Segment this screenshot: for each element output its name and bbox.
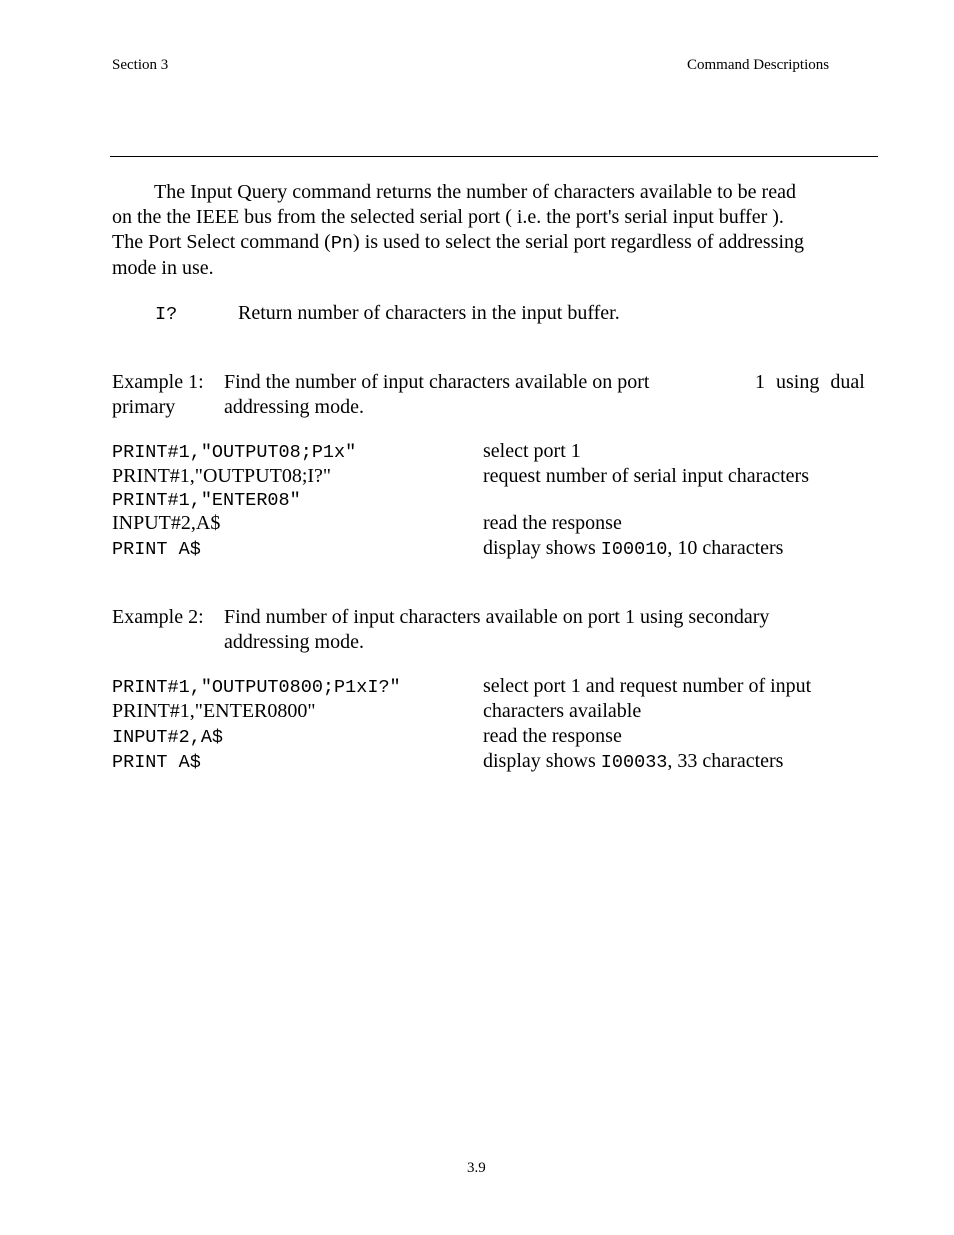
example2-code-3: INPUT#2,A$	[112, 727, 224, 748]
example1-code-3: PRINT#1,"ENTER08"	[112, 490, 301, 511]
example2-code-4: PRINT A$	[112, 752, 201, 773]
example1-response-code: I00010	[600, 539, 668, 560]
example2-code-2: PRINT#1,"ENTER0800"	[112, 700, 316, 722]
intro-line-3	[112, 230, 878, 256]
intro-line-3-post: ) is used to select the serial port regardless of addressing	[353, 231, 805, 253]
example1-comment-5-post: , 10 characters	[667, 537, 784, 559]
example2-comment-4-pre: display shows	[483, 750, 601, 772]
example1-comment-1: select port 1	[483, 440, 581, 462]
intro-paragraph	[112, 180, 878, 281]
intro-line-1: The Input Query command returns the number of characters available to be read	[154, 181, 796, 203]
example2-comment-3: read the response	[483, 725, 622, 747]
example1-desc-line2-a: primary	[112, 396, 176, 418]
header-title: Command Descriptions	[687, 57, 830, 73]
example2-response-code: I00033	[600, 752, 668, 773]
example1-desc-line2-b: addressing mode.	[224, 396, 364, 418]
syntax-command: I?	[155, 304, 178, 325]
header-section: Section 3	[112, 57, 169, 73]
example1-comment-5	[483, 537, 783, 560]
example2-label: Example 2:	[112, 606, 204, 628]
page-number: 3.9	[467, 1160, 486, 1176]
example1-comment-5-pre: display shows	[483, 537, 601, 559]
example2-comment-4-post: , 33 characters	[667, 750, 784, 772]
syntax-description: Return number of characters in the input buffer.	[238, 302, 620, 324]
example1-desc-b	[755, 371, 876, 394]
example1-desc-a: Find the number of input characters available on port	[224, 371, 650, 393]
example1-desc-b-text: 1 using dual	[755, 371, 865, 393]
example2-desc-line1: Find number of input characters available on port 1 using secondary	[224, 606, 770, 628]
example2-comment-4	[483, 750, 783, 773]
header-rule	[110, 156, 878, 157]
example2-comment-2: characters available	[483, 700, 642, 722]
example2-comment-1: select port 1 and request number of input	[483, 675, 812, 697]
example2-desc-line2: addressing mode.	[224, 631, 364, 653]
example2-code-1: PRINT#1,"OUTPUT0800;P1xI?"	[112, 677, 401, 698]
intro-line-3-pre: The Port Select command (	[112, 231, 331, 253]
example1-code-4: INPUT#2,A$	[112, 512, 221, 534]
example1-comment-2: request number of serial input characters	[483, 465, 809, 487]
example1-code-5: PRINT A$	[112, 539, 201, 560]
example1-label: Example 1:	[112, 371, 204, 393]
example1-code-2: PRINT#1,"OUTPUT08;I?"	[112, 465, 332, 487]
intro-line-4: mode in use.	[112, 257, 214, 279]
example1-comment-4: read the response	[483, 512, 622, 534]
port-select-code: Pn	[330, 233, 354, 254]
example1-code-1: PRINT#1,"OUTPUT08;P1x"	[112, 442, 357, 463]
intro-line-2: on the the IEEE bus from the selected serial port ( i.e. the port's serial input buffer ).	[112, 206, 784, 228]
